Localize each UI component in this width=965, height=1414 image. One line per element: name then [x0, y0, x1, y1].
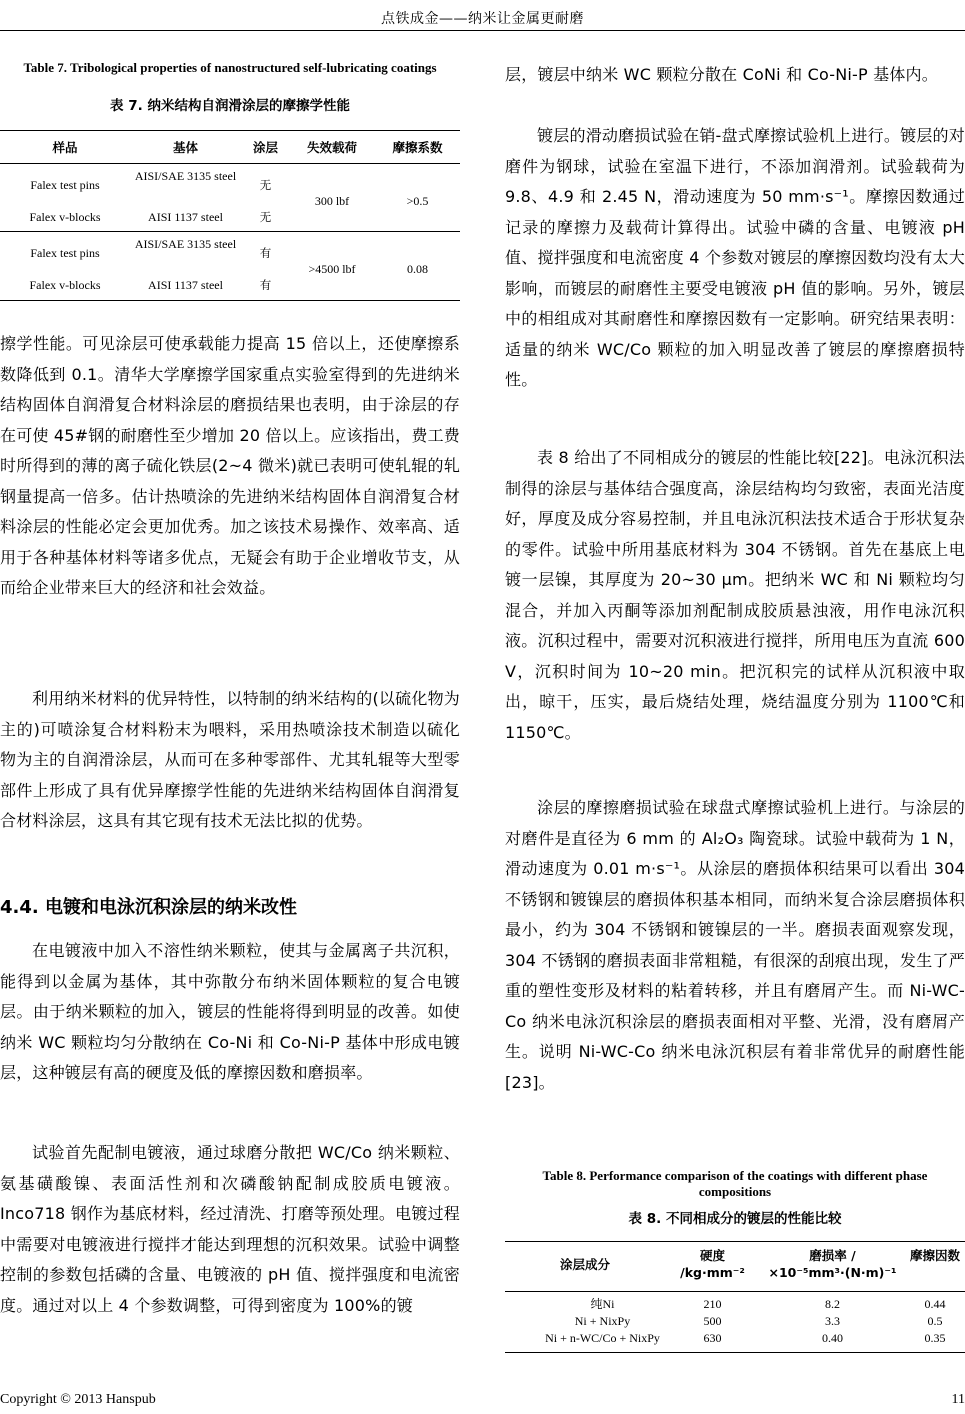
table8-header-cell: 磨损率 /×10⁻⁵mm³·(N·m)⁻¹ [768, 1248, 897, 1280]
table8-cell: 0.40 [822, 1331, 843, 1345]
table8-cell: Ni + NixPy [574, 1314, 631, 1328]
body-paragraph: 利用纳米材料的优异特性，以特制的纳米结构的(以硫化物为主的)可喷涂复合材料粉末为喂料，采用热喷涂技术制造以硫化物为主的自润滑涂层，从而可在多种零部件、尤其轧辊等大型零部件上形成了具有优异摩擦学性能的先进纳米结构固体自润滑复合材料涂层，这具有其它现有技术无法比拟的优势。 [0, 689, 460, 830]
body-paragraph: 擦学性能。可见涂层可使承载能力提高 15 倍以上，还使摩擦系数降低到 0.1。清华大学摩擦学国家重点实验室得到的先进纳米结构固体自润滑复合材料涂层的磨损结果也表明，由于涂层的存在可使 45#钢的耐磨性至少增加 20 倍以上。应该指出，费工费时所得到的薄的离子硫化铁层(2~4 微米)就已表明可使轧辊的轧钢量提高一倍多。估计热喷涂的先进纳米结构固体自润滑复合材料涂层的性能必定会更加优秀。加之该技术易操作、效率高、适用于各种基体材料等诸多优点，无疑会有助于企业增收节支，从而给企业带来巨大的经济和社会效益。 [0, 334, 460, 597]
table7-caption-zh: 表 7. 纳米结构自润滑涂层的摩擦学性能 [110, 98, 350, 114]
table8-cell: 3.3 [825, 1314, 840, 1328]
table8-cell: 500 [703, 1314, 722, 1328]
table7-row-rule [0, 231, 460, 232]
table7-header-rule [0, 163, 460, 164]
table7-bottom-rule [0, 300, 460, 301]
table8-cell: 纯Ni [590, 1297, 615, 1311]
table7-cell: >0.5 [406, 194, 429, 208]
table8-cell: 0.5 [927, 1314, 943, 1328]
copyright-footer: Copyright © 2013 Hanspub [0, 1392, 156, 1407]
table8-cell: 8.2 [825, 1297, 840, 1311]
table7-cell: AISI 1137 steel [148, 210, 223, 224]
table7-cell: AISI/SAE 3135 steel [134, 169, 237, 183]
body-paragraph: 在电镀液中加入不溶性纳米颗粒，使其与金属离子共沉积，能得到以金属为基体，其中弥散分布纳米固体颗粒的复合电镀层。由于纳米颗粒的加入，镀层的性能将得到明显的改善。如使纳米 WC 颗粒均匀分散纳在 Co-Ni 和 Co-Ni-P 基体中形成电镀层，这种镀层有高的硬度及低的摩擦因数和磨损率。 [0, 941, 460, 1082]
table8-header-cell: 摩擦因数 [910, 1248, 961, 1263]
table7-cell: 300 lbf [314, 194, 350, 208]
table8-header-cell: 涂层成分 [559, 1257, 610, 1272]
table8-cell: 630 [703, 1331, 722, 1345]
table7-cell: AISI/SAE 3135 steel [134, 237, 237, 251]
body-paragraph: 层，镀层中纳米 WC 颗粒分散在 CoNi 和 Co-Ni-P 基体内。 [505, 65, 938, 84]
body-paragraph: 试验首先配制电镀液，通过球磨分散把 WC/Co 纳米颗粒、氨基磺酸镍、表面活性剂和次磷酸钠配制成胶质电镀液。Inco718 钢作为基底材料，经过清洗、打磨等预处理。电镀过程中需要对电镀液进行搅拌才能达到理想的沉积效果。试验中调整控制的参数包括磷的含量、电镀液的 pH 值、搅拌强度和电流密度。通过对以上 4 个参数调整，可得到密度为 100%的镀 [0, 1143, 460, 1315]
table7-header-cell: 基体 [172, 140, 198, 155]
table7-header-cell: 失效载荷 [306, 140, 357, 155]
table7-caption-en: Table 7. Tribological properties of nanostructured self-lubricating coatings [23, 60, 437, 75]
section-heading: 4.4. 电镀和电泳沉积涂层的纳米改性 [0, 897, 297, 918]
table7-cell: 有 [259, 246, 272, 260]
table8-bottom-rule [505, 1352, 965, 1353]
table7-cell: Falex test pins [30, 178, 100, 192]
table7-cell: Falex v-blocks [29, 210, 101, 224]
body-paragraph: 表 8 给出了不同相成分的镀层的性能比较[22]。电泳沉积法制得的涂层与基体结合强度高，涂层结构均匀致密，表面光洁度好，厚度及成分容易控制，并且电泳沉积法技术适合于形状复杂的零件。试验中所用基底材料为 304 不锈钢。首先在基底上电镀一层镍，其厚度为 20~30 µm。把纳米 WC 和 Ni 颗粒均匀混合，并加入丙酮等添加剂配制成胶质悬浊液，用作电泳沉积液。沉积过程中，需要对沉积液进行搅拌，所用电压为直流 600 V，沉积时间为 10~20 min。把沉积完的试样从沉积液中取出，晾干，压实，最后烧结处理，烧结温度分别为 1100℃和 1150℃。 [505, 448, 965, 742]
body-paragraph: 涂层的摩擦磨损试验在球盘式摩擦试验机上进行。与涂层的对磨件是直径为 6 mm 的 Al₂O₃ 陶瓷球。试验中载荷为 1 N，滑动速度为 0.01 m·s⁻¹。从涂层的磨损体积结果可以看出 304 不锈钢和镀镍层的磨损体积基本相同，而纳米复合涂层磨损体积最小，约为 304 不锈钢和镀镍层的一半。磨损表面观察发现，304 不锈钢的磨损表面非常粗糙，有很深的刮痕出现，发生了严重的塑性变形及材料的粘着转移，并且有磨屑产生。而 Ni-WC-Co 纳米电泳沉积涂层的磨损表面相对平整、光滑，没有磨屑产生。说明 Ni-WC-Co 纳米电泳沉积层有着非常优异的耐磨性能[23]。 [505, 798, 965, 1092]
header-rule [0, 30, 965, 31]
table7-cell: 无 [259, 178, 272, 192]
table8-cell: 210 [703, 1297, 722, 1311]
table8-cell: Ni + n-WC/Co + NixPy [545, 1331, 660, 1345]
table7-cell: AISI 1137 steel [148, 278, 223, 292]
table7-top-rule [0, 130, 460, 131]
table7-cell: Falex test pins [30, 246, 100, 260]
table8-header-rule [505, 1291, 965, 1292]
table8-cell: 0.35 [924, 1331, 946, 1345]
table7-cell: 无 [259, 210, 272, 224]
page-number: 11 [951, 1392, 965, 1407]
table7-cell: 0.08 [407, 262, 428, 276]
table8-cell: 0.44 [924, 1297, 946, 1311]
table8-header-cell: 硬度 /kg·mm⁻² [680, 1248, 745, 1280]
table8-top-rule [505, 1241, 965, 1242]
running-header: 点铁成金——纳米让金属更耐磨 [381, 11, 584, 27]
table7-header-cell: 样品 [52, 140, 78, 155]
table8-caption-en: Table 8. Performance comparison of the coatings with different phase compositions [542, 1168, 928, 1199]
table7-header-cell: 涂层 [252, 140, 278, 155]
table7-header-cell: 摩擦系数 [392, 140, 443, 155]
table7-cell: >4500 lbf [308, 262, 356, 276]
table7-cell: Falex v-blocks [29, 278, 101, 292]
table7-cell: 有 [259, 278, 272, 292]
body-paragraph: 镀层的滑动磨损试验在销-盘式摩擦试验机上进行。镀层的对磨件为钢球，试验在室温下进行，不添加润滑剂。试验载荷为 9.8、4.9 和 2.45 N，滑动速度为 50 mm·s⁻¹。摩擦因数通过记录的摩擦力及载荷计算得出。试验中磷的含量、电镀液 pH 值、搅拌强度和电流密度 4 个参数对镀层的摩擦因数均没有太大影响，而镀层的耐磨性主要受电镀液 pH 值的影响。另外，镀层中的相组成对其耐磨性和摩擦因数有一定影响。研究结果表明：适量的纳米 WC/Co 颗粒的加入明显改善了镀层的摩擦磨损特性。 [505, 126, 965, 389]
table8-caption-zh: 表 8. 不同相成分的镀层的性能比较 [628, 1211, 842, 1227]
